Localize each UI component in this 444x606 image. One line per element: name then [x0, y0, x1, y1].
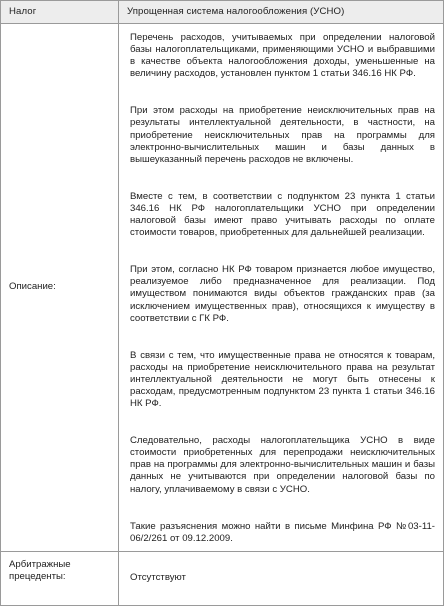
description-label: Описание: [1, 24, 119, 552]
description-body [119, 24, 444, 552]
description-paragraph: При этом расходы на приобретение неисключительных прав на результаты интеллектуальной деятельности, в частности, на приобретение неисключительных прав на программы для электронно-вычислительных машин и базы данных в вышеуказанный перечень расходов не включены. [130, 105, 435, 165]
description-paragraph: В связи с тем, что имущественные права не относятся к товарам, расходы на приобретение неисключительного права на результат интеллектуальной деятельности не могут быть отнесены к расходам, предусмотренным подпунктом 23 пункта 1 статьи 346.16 НК РФ. [130, 349, 435, 410]
header-cell-tax [1, 1, 119, 24]
description-paragraph: Перечень расходов, учитываемых при определении налоговой базы налогоплательщиками, применяющими УСНО и выбравшими в качестве объекта налогообложения доходы, уменьшенные на величину расходов, установлен пунктом 1 статьи 346.16 НК РФ. [130, 32, 435, 80]
description-paragraph: Следовательно, расходы налогоплательщика УСНО в виде стоимости приобретенных для перепродажи неисключительных прав на программы для электронно-вычислительных машин и базы данных не учитываются при определении налоговой базы по налогу, уплачиваемому в связи с УСНО. [130, 435, 435, 495]
precedents-label: Арбитражные прецеденты: [1, 551, 119, 605]
precedents-value: Отсутствуют [119, 551, 444, 605]
header-tax-label: Налог [9, 6, 37, 17]
header-cell-system [119, 1, 444, 24]
description-row [1, 24, 444, 552]
header-tax-system-name: Упрощенная система налогообложения (УСНО) [127, 6, 345, 17]
description-paragraph: Такие разъяснения можно найти в письме Минфина РФ №03-11-06/2/261 от 09.12.2009. [130, 520, 435, 544]
description-paragraph: Вместе с тем, в соответствии с подпунктом 23 пункта 1 статьи 346.16 НК РФ налогоплательщики УСНО при определении налоговой базы имеют право учитывать расходы по оплате стоимости товаров, приобретенных для дальнейшей реализации. [130, 190, 435, 239]
precedents-row [1, 551, 444, 605]
table-header-row [1, 1, 444, 24]
description-paragraph: При этом, согласно НК РФ товаром признается любое имущество, реализуемое либо предназначенное для реализации. Под имуществом понимаются виды объектов гражданских прав (за исключением имущественных прав), относящихся к имуществу в соответствии с ГК РФ. [130, 264, 435, 324]
